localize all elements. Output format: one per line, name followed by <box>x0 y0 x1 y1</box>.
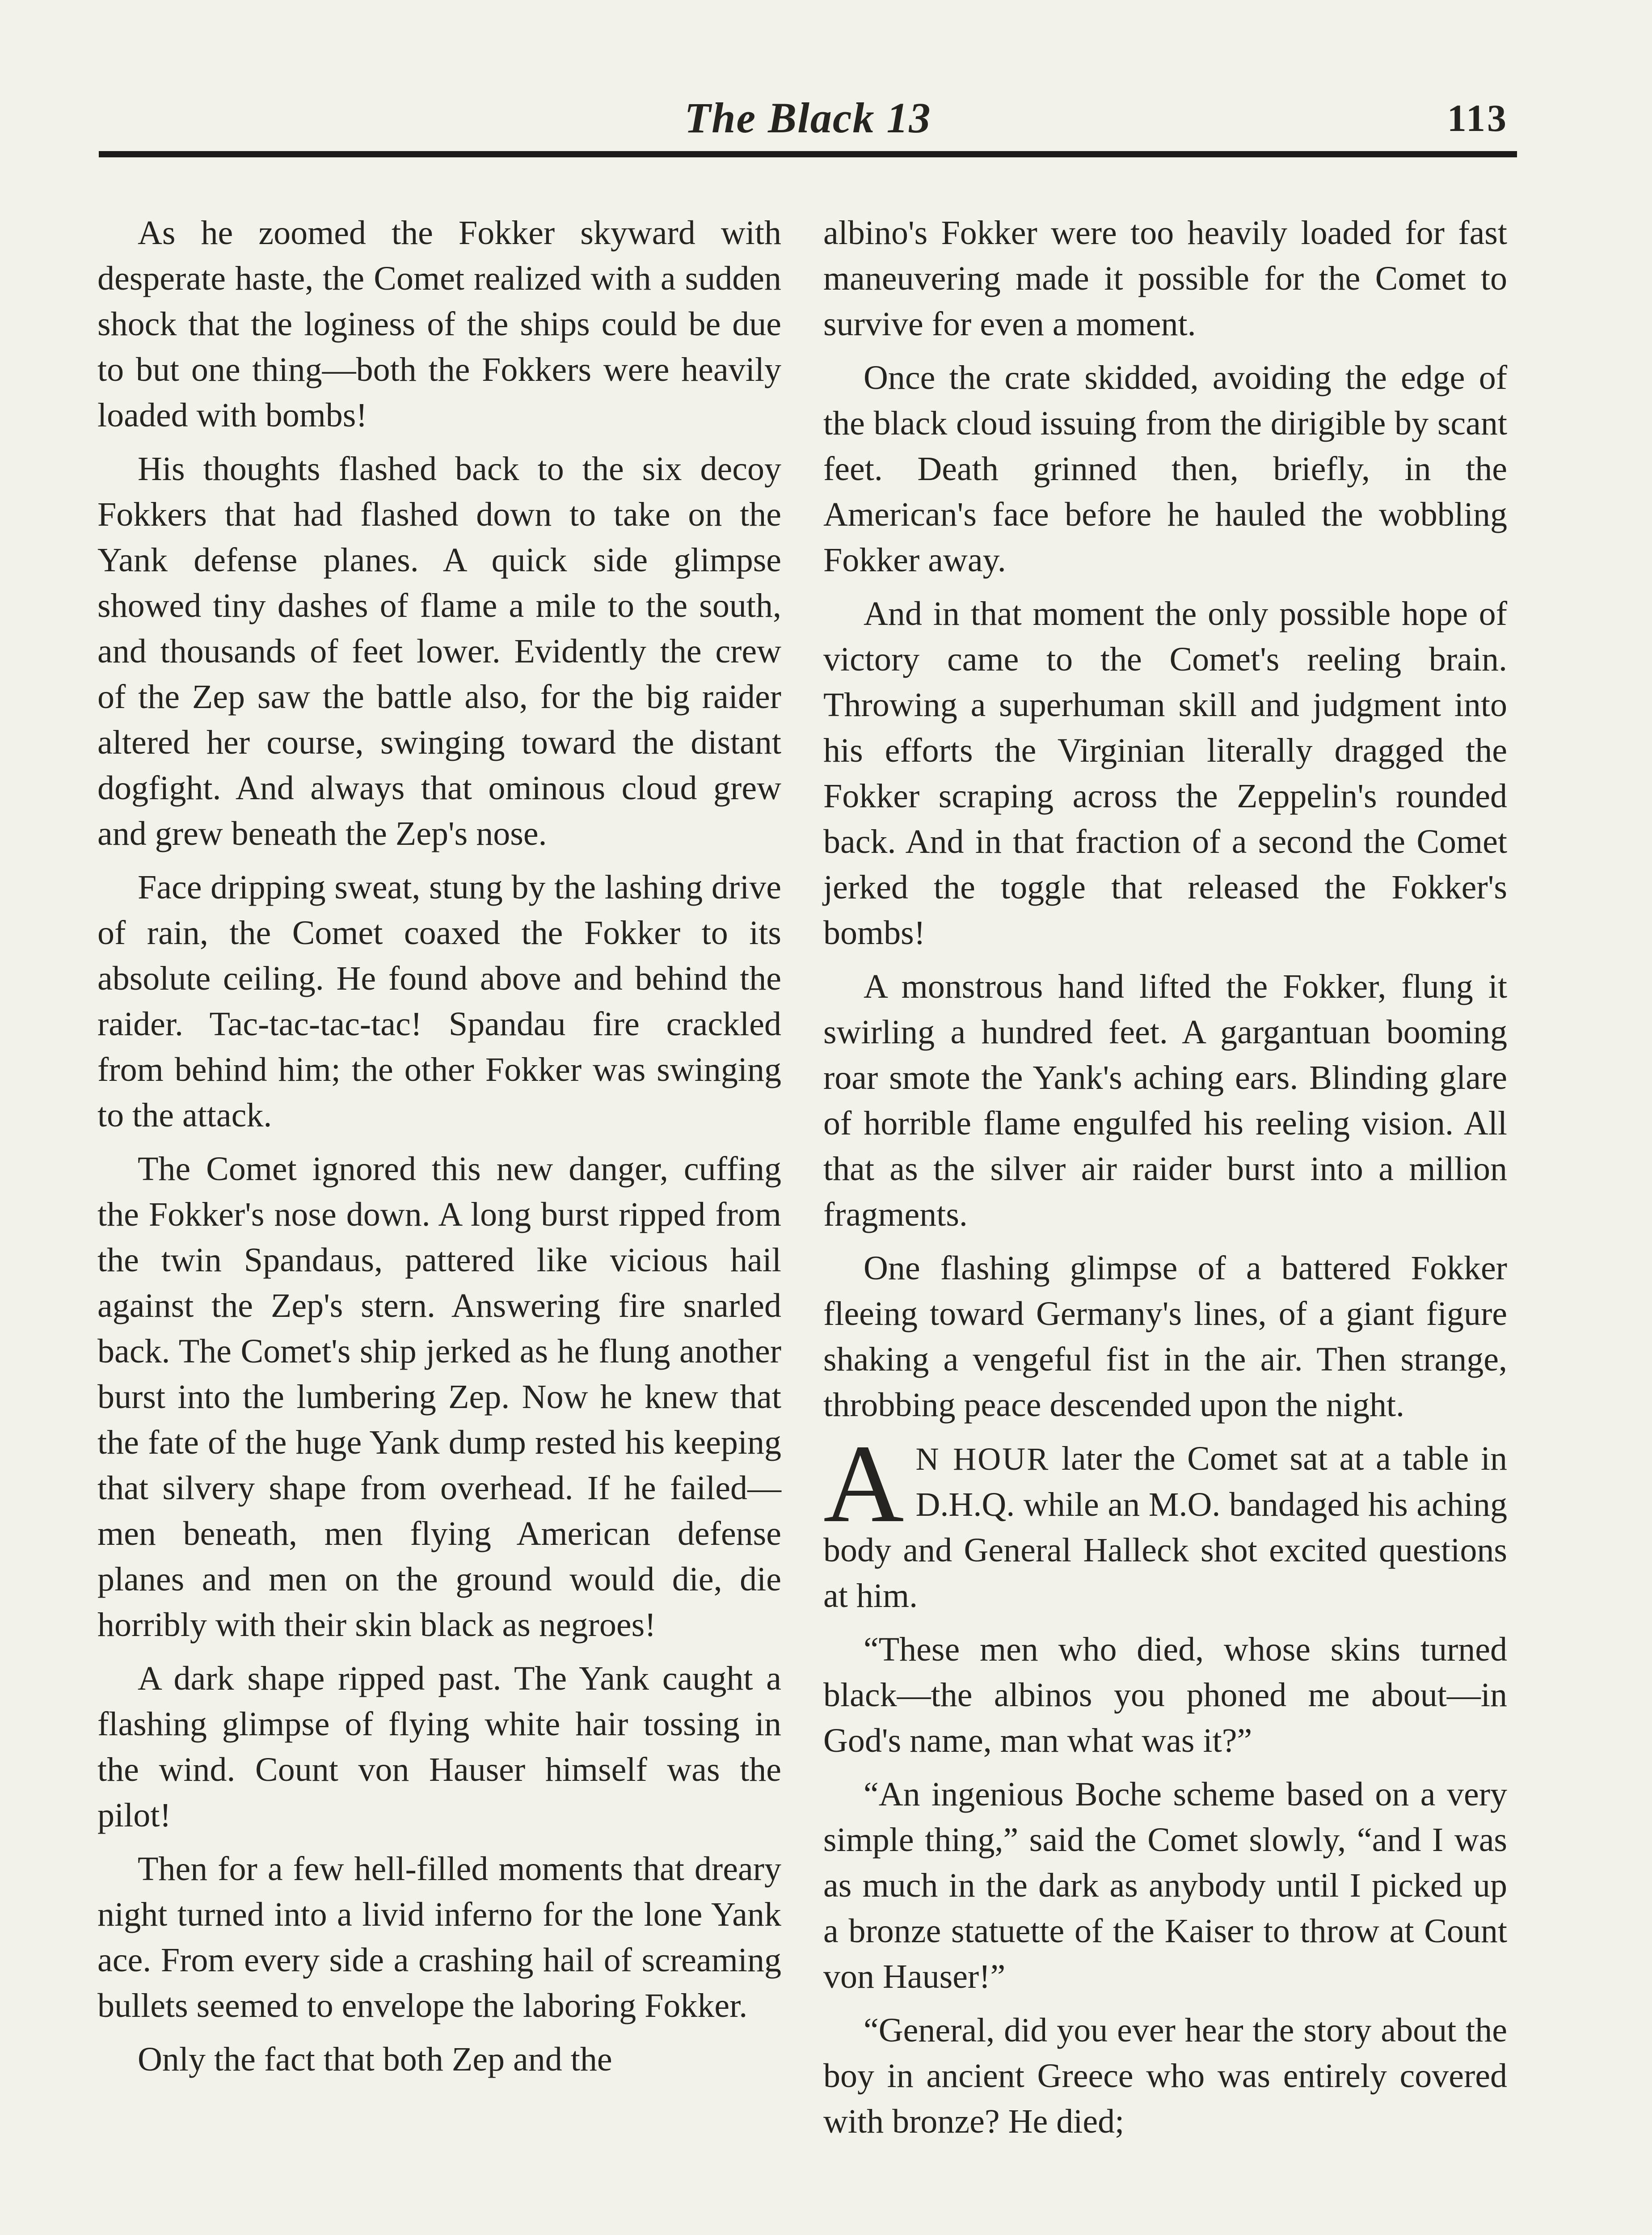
paragraph: Only the fact that both Zep and the <box>138 2041 612 2078</box>
paragraph: As he zoomed the Fokker skyward with desperate haste, the Comet realized with a sudden shock that the loginess of the ships could be due to but one thing—both the Fokkers were heavily loaded with bombs! <box>97 214 781 434</box>
section-opening-paragraph <box>823 1422 1507 1619</box>
drop-cap: A <box>823 1422 904 1546</box>
paragraph: Then for a few hell-filled moments that dreary night turned into a livid inferno for the lone Yank ace. From every side a crashing hail of screaming bullets seemed to envelope the laboring Fokker. <box>97 1850 781 2024</box>
paragraph: albino's Fokker were too heavily loaded for fast maneuvering made it possible for the Comet to survive for even a moment. <box>823 214 1507 343</box>
paragraph: The Comet ignored this new danger, cuffing the Fokker's nose down. A long burst ripped from the twin Spandaus, pattered like vicious hail against the Zep's stern. Answering fire snarled back. The Comet's ship jerked as he flung another burst into the lumbering Zep. Now he knew that the fate of the huge Yank dump rested his keeping that silvery shape from overhead. If he failed—men beneath, men flying American defense planes and men on the ground would die, die horribly with their skin black as negroes! <box>97 1150 781 1644</box>
page-number: 113 <box>1447 97 1508 139</box>
paragraph: His thoughts flashed back to the six decoy Fokkers that had flashed down to take on the Yank defense planes. A quick side glimpse showed tiny dashes of flame a mile to the south, and thousands of feet lower. Evidently the crew of the Zep saw the battle also, for the big raider altered her course, swinging toward the distant dogfight. And always that ominous cloud grew and grew beneath the Zep's nose. <box>97 450 781 852</box>
lead-in: N HOUR <box>915 1441 1050 1477</box>
header-rule <box>99 151 1517 157</box>
paragraph: And in that moment the only possible hope of victory came to the Comet's reeling brain. Throwing a superhuman skill and judgment into his efforts the Virginian literally dragged the Fokker scraping across the Zeppelin's rounded back. And in that fraction of a second the Comet jerked the toggle that released the Fokker's bombs! <box>823 595 1507 952</box>
paragraph: Face dripping sweat, stung by the lashing drive of rain, the Comet coaxed the Fokker to its absolute ceiling. He found above and behind the raider. Tac-tac-tac-tac! Spandau fire crackled from behind him; the other Fokker was swinging to the attack. <box>97 869 781 1134</box>
paragraph: One flashing glimpse of a battered Fokker fleeing toward Germany's lines, of a giant figure shaking a vengeful fist in the air. Then strange, throbbing peace descended upon the night. <box>823 1249 1507 1424</box>
section-text: later the Comet sat at a table in D.H.Q. while an M.O. bandaged his aching body and General Halleck shot excited questions at him. <box>823 1440 1507 1615</box>
right-column <box>823 210 1507 2152</box>
paragraph: A monstrous hand lifted the Fokker, flung it swirling a hundred feet. A gargantuan booming roar smote the Yank's aching ears. Blinding glare of horrible flame engulfed his reeling vision. All that as the silver air raider burst into a million fragments. <box>823 968 1507 1233</box>
left-column <box>97 210 781 2090</box>
paragraph: “These men who died, whose skins turned black—the albinos you phoned me about—in God's name, man what was it?” <box>823 1631 1507 1759</box>
paragraph: Once the crate skidded, avoiding the edge of the black cloud issuing from the dirigible by scant feet. Death grinned then, briefly, in the American's face before he hauled the wobbling Fokker away. <box>823 359 1507 579</box>
running-title: The Black 13 <box>684 94 931 142</box>
running-head <box>99 89 1517 156</box>
paragraph: “General, did you ever hear the story about the boy in ancient Greece who was entirely covered with bronze? He died; <box>823 2012 1507 2140</box>
paragraph: “An ingenious Boche scheme based on a very simple thing,” said the Comet slowly, “and I was as much in the dark as anybody until I picked up a bronze statuette of the Kaiser to throw at Count von Hauser!” <box>823 1775 1507 1995</box>
paragraph: A dark shape ripped past. The Yank caught a flashing glimpse of flying white hair tossing in the wind. Count von Hauser himself was the pilot! <box>97 1660 781 1834</box>
